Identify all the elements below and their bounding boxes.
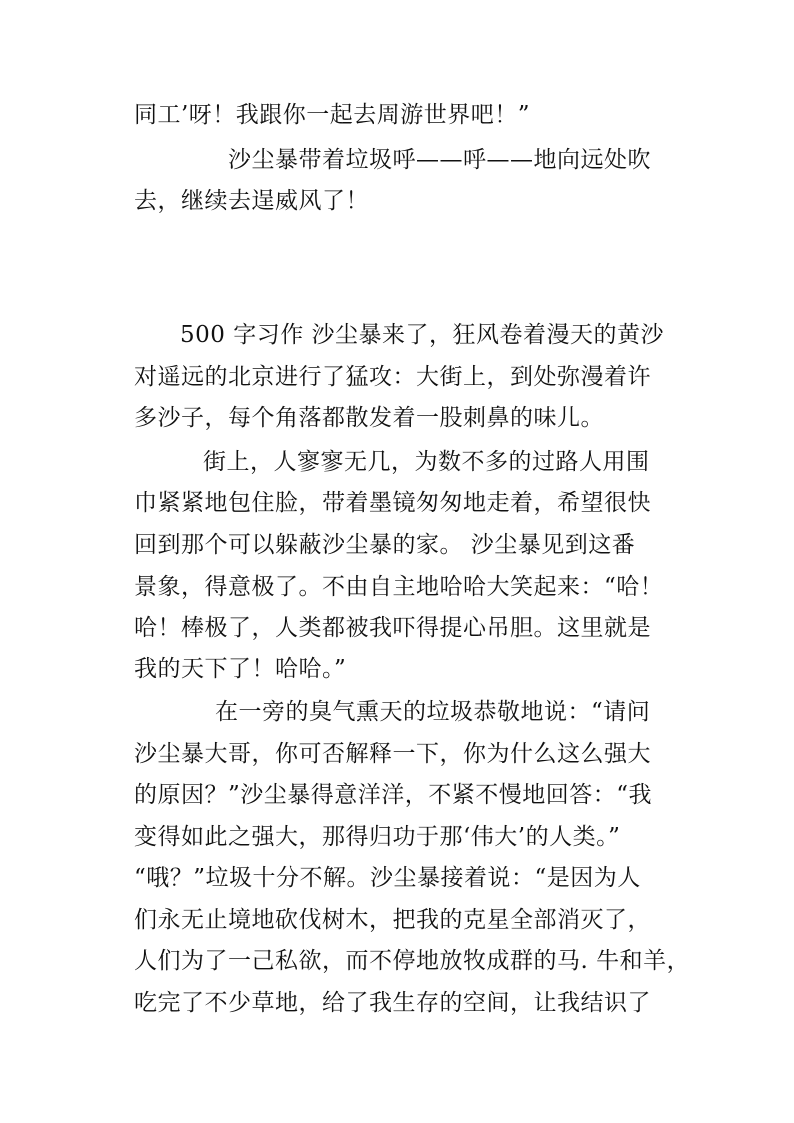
text-line: “哦？”垃圾十分不解。沙尘暴接着说：“是因为人 [134, 865, 641, 891]
text-line: 巾紧紧地包住脸，带着墨镜匆匆地走着，希望很快 [134, 490, 651, 516]
text-line: 回到那个可以躲蔽沙尘暴的家。 沙尘暴见到这番 [134, 532, 636, 558]
text-line: 同工’呀！我跟你一起去周游世界吧！” [134, 102, 531, 128]
text-line: 沙尘暴带着垃圾呼——呼——地向远处吹 [228, 147, 651, 173]
text-line: 们永无止境地砍伐树木，把我的克星全部消灭了， [134, 907, 651, 933]
text-line: 哈！棒极了，人类都被我吓得提心吊胆。这里就是 [134, 615, 651, 641]
text-line: 景象，得意极了。不由自主地哈哈大笑起来：“哈！ [134, 574, 664, 600]
text-line: 在一旁的臭气熏天的垃圾恭敬地说：“请问 [215, 699, 651, 725]
text-line: 多沙子，每个角落都散发着一股刺鼻的味儿。 [134, 405, 604, 431]
text-line: 吃完了不少草地，给了我生存的空间，让我结识了 [134, 990, 651, 1016]
text-line: 我的天下了！哈哈。” [134, 656, 347, 682]
text-line: 对遥远的北京进行了猛攻：大街上，到处弥漫着许 [134, 364, 651, 390]
text-line: 的原因？”沙尘暴得意洋洋，不紧不慢地回答：“我 [134, 782, 653, 808]
text-line: 去，继续去逞威风了！ [134, 188, 369, 214]
text-line: 沙尘暴大哥，你可否解释一下，你为什么这么强大 [134, 741, 651, 767]
text-line: 人们为了一己私欲，而不停地放牧成群的马. 牛和羊， [134, 948, 691, 974]
text-line: 街上，人寥寥无几，为数不多的过路人用围 [203, 449, 650, 475]
text-line: 500 字习作 沙尘暴来了，狂风卷着漫天的黄沙 [180, 322, 665, 348]
text-line: 变得如此之强大，那得归功于那‘伟大’的人类。” [134, 824, 621, 850]
